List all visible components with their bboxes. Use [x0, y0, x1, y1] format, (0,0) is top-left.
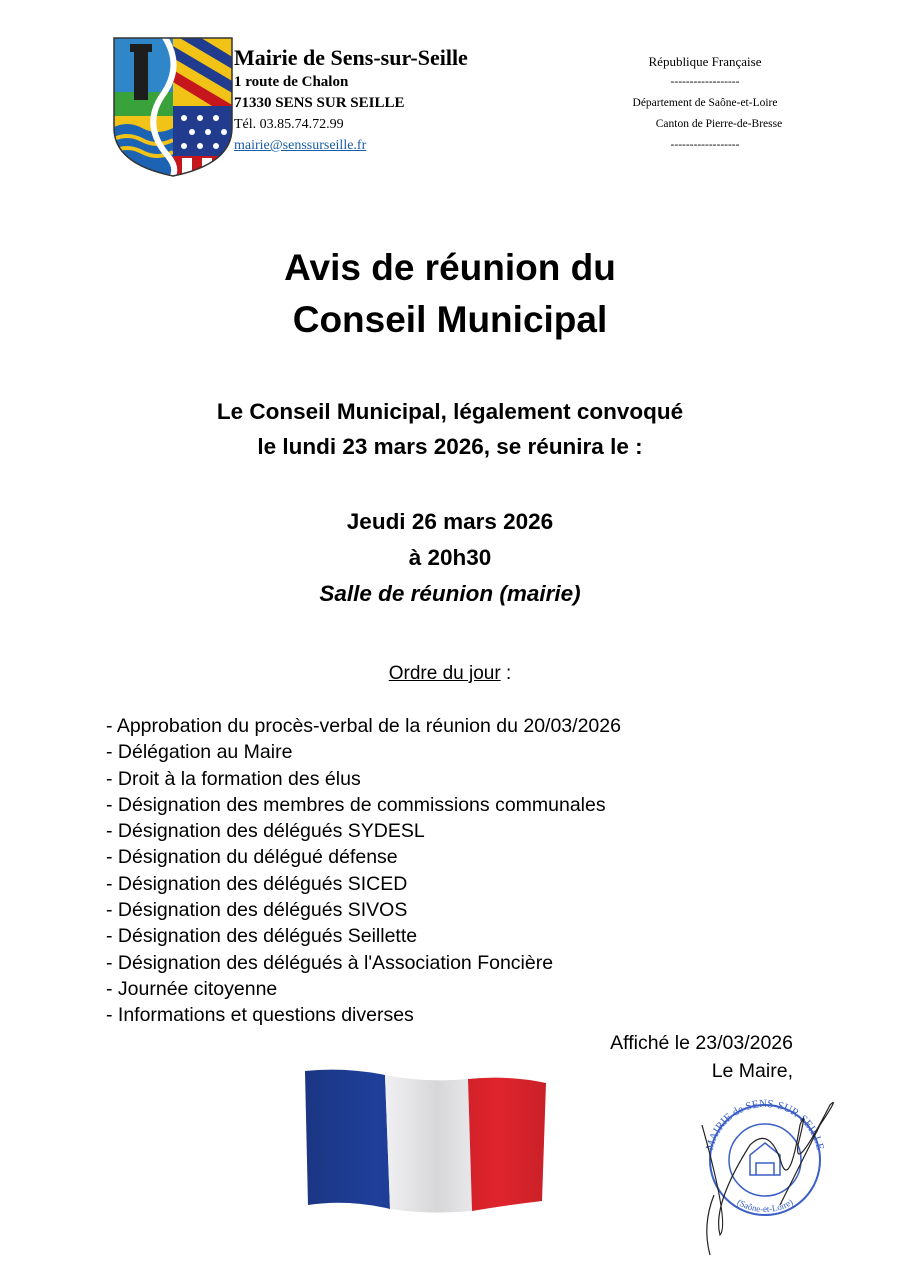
- agenda-item: - Désignation des délégués à l'Association Foncière: [106, 951, 554, 974]
- meeting-place: Salle de réunion (mairie): [319, 581, 581, 606]
- agenda-list: [106, 713, 621, 1029]
- meeting-time: à 20h30: [408, 545, 492, 570]
- mairie-stamp-signature: [690, 1085, 840, 1265]
- agenda-item: - Délégation au Maire: [106, 741, 293, 764]
- title-line-1: Avis de réunion du: [284, 247, 616, 288]
- republic-label: République Française: [648, 54, 762, 69]
- mairie-name: Mairie de Sens-sur-Seille: [234, 45, 468, 70]
- agenda-heading-suffix: :: [500, 663, 512, 684]
- page-title: [0, 242, 900, 346]
- separator: ------------------: [670, 139, 740, 151]
- department-label: Département de Saône-et-Loire: [632, 97, 778, 109]
- agenda-item: - Désignation des délégués SIVOS: [106, 899, 408, 922]
- stamp-text-top: MAIRIE de SENS-SUR-SEILLE: [703, 1097, 827, 1152]
- mairie-contact-block: [234, 44, 468, 156]
- agenda-item: - Désignation des membres de commissions communales: [106, 793, 606, 816]
- coat-of-arms-logo: [112, 36, 234, 178]
- convocation-line-2: le lundi 23 mars 2026, se réunira le :: [257, 434, 643, 459]
- posted-date: Affiché le 23/03/2026: [610, 1032, 793, 1054]
- agenda-item: - Informations et questions diverses: [106, 1004, 414, 1027]
- convocation-line-1: Le Conseil Municipal, légalement convoqué: [216, 399, 684, 424]
- agenda-heading-label: Ordre du jour: [388, 663, 501, 684]
- convocation-text: [0, 394, 900, 464]
- signatory-label: Le Maire,: [711, 1060, 793, 1082]
- agenda-item: - Désignation des délégués Seillette: [106, 925, 418, 948]
- republic-block: [600, 51, 810, 156]
- title-line-2: Conseil Municipal: [292, 299, 608, 340]
- agenda-heading: [0, 660, 900, 688]
- posting-info: [520, 1029, 793, 1085]
- french-flag-image: [300, 1065, 550, 1215]
- agenda-item: - Désignation des délégués SYDESL: [106, 820, 425, 843]
- meeting-details: [0, 504, 900, 612]
- address-line-2: 71330 SENS SUR SEILLE: [234, 95, 405, 111]
- agenda-item: - Désignation du délégué défense: [106, 846, 398, 869]
- agenda-item: - Journée citoyenne: [106, 977, 278, 1000]
- meeting-date: Jeudi 26 mars 2026: [346, 509, 554, 534]
- email-link[interactable]: mairie@senssurseille.fr: [234, 138, 367, 153]
- stamp-text-bottom: (Saône-et-Loire): [735, 1196, 795, 1215]
- agenda-item: - Désignation des délégués SICED: [106, 872, 408, 895]
- agenda-item: - Approbation du procès-verbal de la réunion du 20/03/2026: [106, 715, 621, 737]
- agenda-item: - Droit à la formation des élus: [106, 767, 361, 790]
- phone-number: Tél. 03.85.74.72.99: [234, 117, 344, 132]
- address-line-1: 1 route de Chalon: [234, 74, 349, 90]
- canton-label: Canton de Pierre-de-Bresse: [655, 118, 783, 130]
- separator: ------------------: [670, 76, 740, 88]
